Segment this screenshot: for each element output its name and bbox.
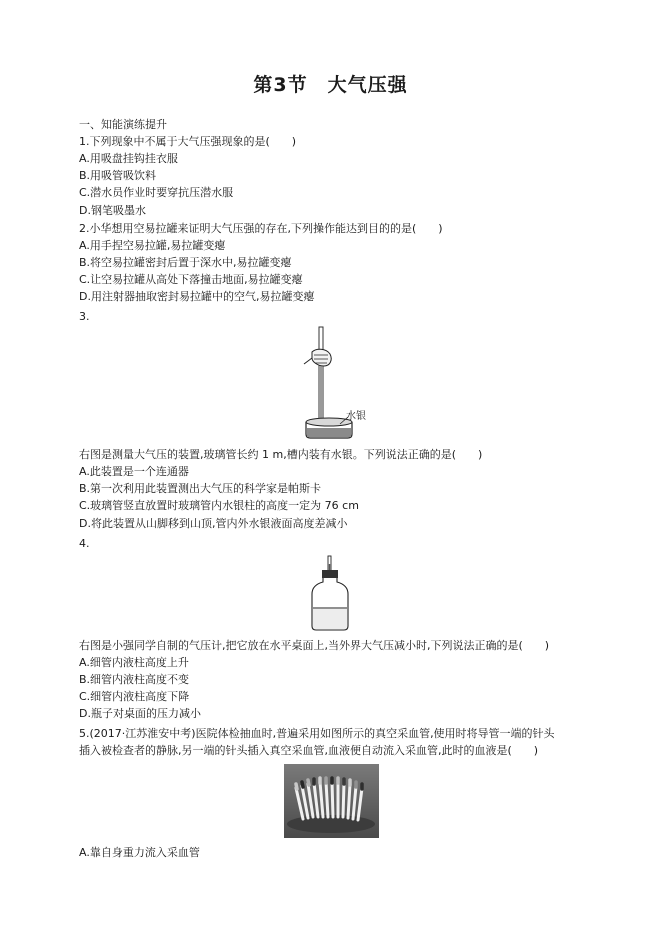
q3-stem: 右图是测量大气压的装置,玻璃管长约 1 m,槽内装有水银。下列说法正确的是( ) [79,448,483,461]
page-title: 第3节 大气压强 [253,74,408,96]
q4-option-d: D.瓶子对桌面的压力减小 [79,707,201,720]
q2-stem: 2.小华想用空易拉罐来证明大气压强的存在,下列操作能达到目的的是( ) [79,222,443,235]
q2-option-c: C.让空易拉罐从高处下落撞击地面,易拉罐变瘪 [79,273,303,286]
vacuum-blood-tubes-photo [284,764,379,838]
homemade-barometer-figure [308,554,352,632]
q1-option-a: A.用吸盘挂钩挂衣服 [79,152,178,165]
q4-option-c: C.细管内液柱高度下降 [79,690,190,703]
section-heading: 一、知能演练提升 [79,118,167,131]
q2-option-a: A.用手捏空易拉罐,易拉罐变瘪 [79,239,226,252]
q3-option-d: D.将此装置从山脚移到山顶,管内外水银液面高度差减小 [79,517,348,530]
q5-stem-line1: 5.(2017·江苏淮安中考)医院体检抽血时,普遍采用如图所示的真空采血管,使用时将导管一端的针头 [79,727,555,740]
q4-option-b: B.细管内液柱高度不变 [79,673,190,686]
q1-option-d: D.钢笔吸墨水 [79,204,146,217]
q3-option-b: B.第一次利用此装置测出大气压的科学家是帕斯卡 [79,482,322,495]
q3-option-a: A.此装置是一个连通器 [79,465,189,478]
q3-option-c: C.玻璃管竖直放置时玻璃管内水银柱的高度一定为 76 cm [79,499,359,512]
q2-option-d: D.用注射器抽取密封易拉罐中的空气,易拉罐变瘪 [79,290,315,303]
q5-option-a: A.靠自身重力流入采血管 [79,846,200,859]
q1-option-b: B.用吸管吸饮料 [79,169,157,182]
q2-option-b: B.将空易拉罐密封后置于深水中,易拉罐变瘪 [79,256,292,269]
q4-stem: 右图是小强同学自制的气压计,把它放在水平桌面上,当外界大气压减小时,下列说法正确的是( ) [79,639,550,652]
q1-option-c: C.潜水员作业时要穿抗压潜水服 [79,186,234,199]
torricelli-apparatus-figure [300,324,360,442]
q4-number: 4. [79,537,90,550]
q1-stem: 1.下列现象中不属于大气压强现象的是( ) [79,135,297,148]
q4-option-a: A.细管内液柱高度上升 [79,656,189,669]
mercury-label: 水银 [346,411,366,422]
q5-stem-line2: 插入被检查者的静脉,另一端的针头插入真空采血管,血液便自动流入采血管,此时的血液是( ) [79,744,539,757]
q3-number: 3. [79,310,90,323]
